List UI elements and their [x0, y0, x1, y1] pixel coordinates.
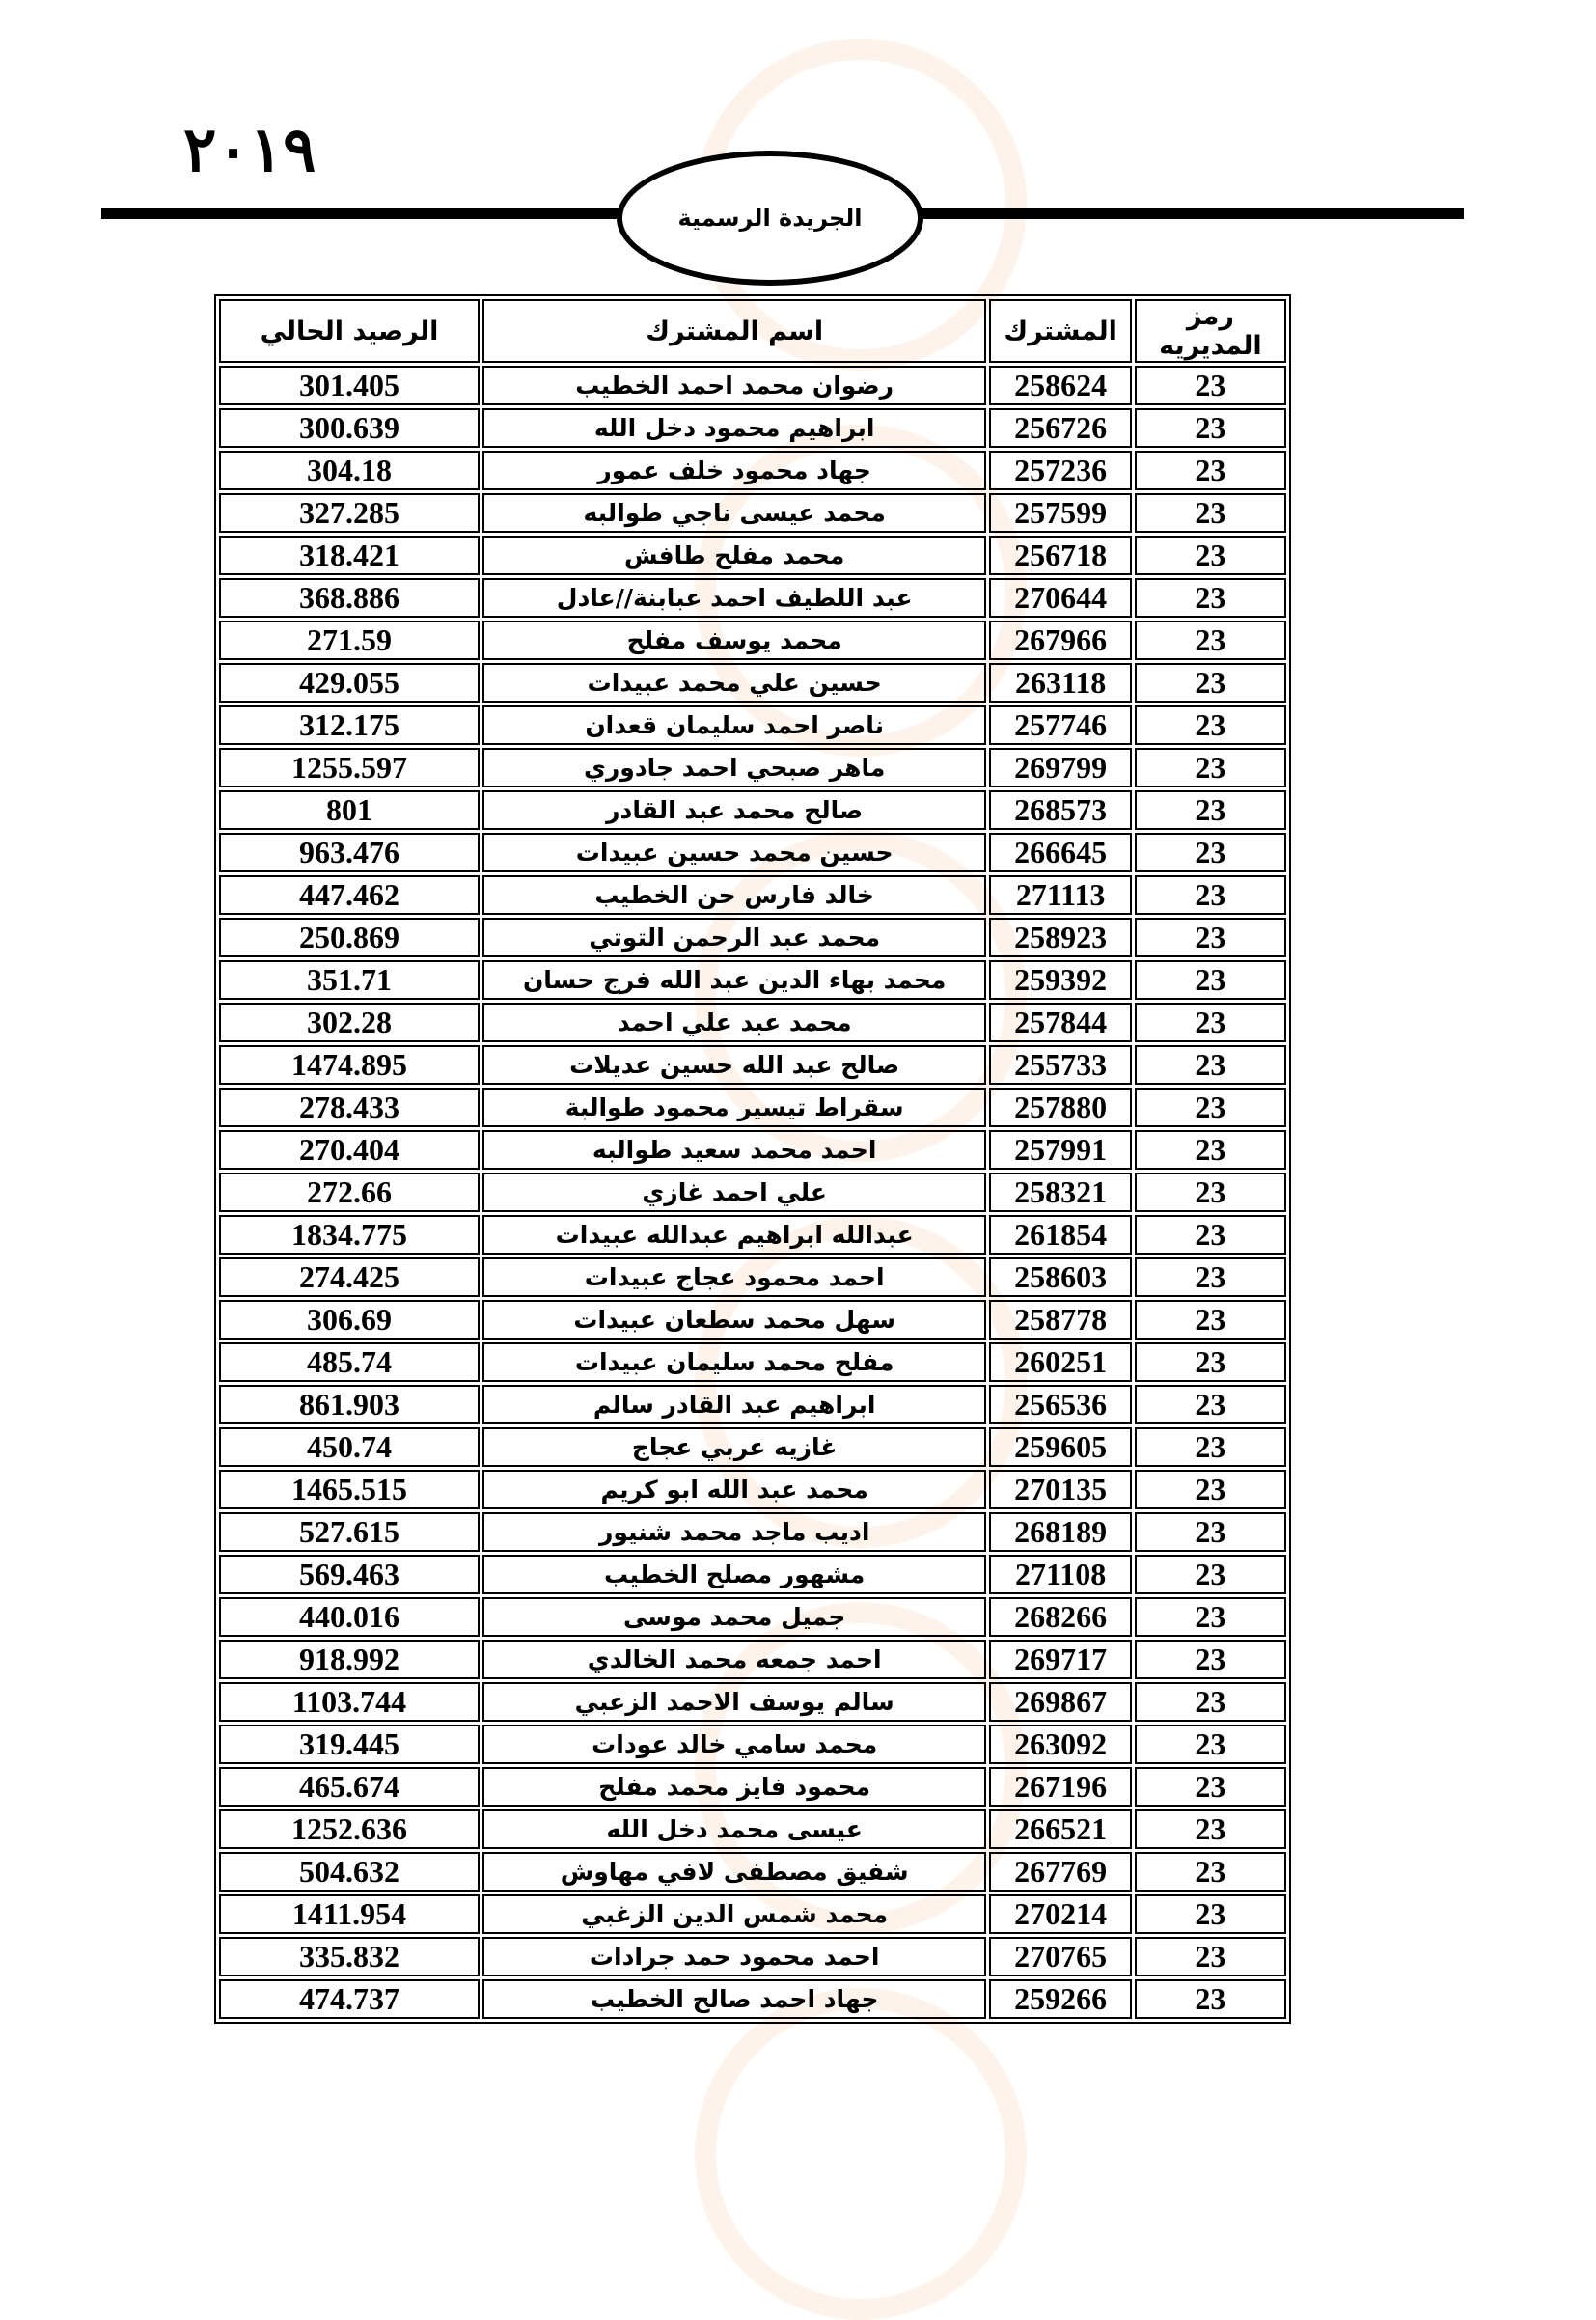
- current-balance: 301.405: [219, 366, 480, 405]
- subscriber-name: ماهر صبحي احمد جادوري: [482, 748, 986, 787]
- subscriber-number: 255733: [989, 1045, 1131, 1085]
- subscriber-number: 266521: [989, 1809, 1131, 1849]
- current-balance: 327.285: [219, 493, 480, 533]
- subscriber-name: سهل محمد سطعان عبيدات: [482, 1300, 986, 1340]
- current-balance: 861.903: [219, 1385, 480, 1424]
- subscriber-number: 267196: [989, 1767, 1131, 1807]
- subscriber-name: جهاد احمد صالح الخطيب: [482, 1979, 986, 2019]
- subscriber-name: عبدالله ابراهيم عبدالله عبيدات: [482, 1215, 986, 1255]
- table-row: [219, 705, 1286, 745]
- current-balance: 250.869: [219, 918, 480, 957]
- directorate-code: 23: [1135, 705, 1286, 745]
- subscriber-name: شفيق مصطفى لافي مهاوش: [482, 1852, 986, 1892]
- current-balance: 312.175: [219, 705, 480, 745]
- directorate-code: 23: [1135, 1045, 1286, 1085]
- year: ٢٠١٩: [183, 114, 316, 186]
- directorate-code: 23: [1135, 1470, 1286, 1509]
- current-balance: 465.674: [219, 1767, 480, 1807]
- subscriber-number: 258603: [989, 1257, 1131, 1297]
- directorate-code: 23: [1135, 1257, 1286, 1297]
- subscriber-number: 266645: [989, 833, 1131, 872]
- current-balance: 270.404: [219, 1130, 480, 1170]
- subscriber-name: عبد اللطيف احمد عبابنة//عادل: [482, 578, 986, 618]
- directorate-code: 23: [1135, 578, 1286, 618]
- subscriber-name: صالح عبد الله حسين عديلات: [482, 1045, 986, 1085]
- subscriber-number: 256726: [989, 408, 1131, 448]
- table-row: [219, 578, 1286, 618]
- subscriber-number: 263092: [989, 1725, 1131, 1764]
- current-balance: 569.463: [219, 1555, 480, 1594]
- subscriber-name: محمد عبد الرحمن التوتي: [482, 918, 986, 957]
- directorate-code: 23: [1135, 1427, 1286, 1467]
- subscriber-number: 271108: [989, 1555, 1131, 1594]
- subscriber-name: ناصر احمد سليمان قعدان: [482, 705, 986, 745]
- subscriber-name: احمد جمعه محمد الخالدي: [482, 1640, 986, 1679]
- table-row: [219, 536, 1286, 575]
- directorate-code: 23: [1135, 1342, 1286, 1382]
- subscriber-name: محمد بهاء الدين عبد الله فرج حسان: [482, 960, 986, 1000]
- publication-seal: [617, 151, 923, 286]
- table-row: [219, 1852, 1286, 1892]
- col-current-balance: الرصيد الحالي: [219, 299, 480, 363]
- subscriber-name: محمد سامي خالد عودات: [482, 1725, 986, 1764]
- subscriber-name: حسين علي محمد عبيدات: [482, 663, 986, 703]
- current-balance: 302.28: [219, 1003, 480, 1042]
- directorate-code: 23: [1135, 1597, 1286, 1637]
- table-row: [219, 1809, 1286, 1849]
- table-row: [219, 1342, 1286, 1382]
- subscriber-number: 256536: [989, 1385, 1131, 1424]
- subscriber-name: محمود فايز محمد مفلح: [482, 1767, 986, 1807]
- table-header-row: [219, 299, 1286, 363]
- current-balance: 368.886: [219, 578, 480, 618]
- table-row: [219, 1512, 1286, 1552]
- subscriber-name: احمد محمود حمد جرادات: [482, 1937, 986, 1976]
- subscriber-name: جميل محمد موسى: [482, 1597, 986, 1637]
- subscriber-number: 258321: [989, 1173, 1131, 1212]
- table-row: [219, 1640, 1286, 1679]
- table-row: [219, 1937, 1286, 1976]
- subscriber-name: صالح محمد عبد القادر: [482, 790, 986, 830]
- subscriber-number: 259266: [989, 1979, 1131, 2019]
- directorate-code: 23: [1135, 1173, 1286, 1212]
- current-balance: 1834.775: [219, 1215, 480, 1255]
- subscriber-name: حسين محمد حسين عبيدات: [482, 833, 986, 872]
- table-row: [219, 1003, 1286, 1042]
- current-balance: 1411.954: [219, 1894, 480, 1934]
- subscriber-number: 270765: [989, 1937, 1131, 1976]
- subscriber-name: سقراط تيسير محمود طوالبة: [482, 1088, 986, 1127]
- current-balance: 474.737: [219, 1979, 480, 2019]
- current-balance: 300.639: [219, 408, 480, 448]
- subscriber-name: غازيه عربي عجاج: [482, 1427, 986, 1467]
- subscriber-number: 258624: [989, 366, 1131, 405]
- table-row: [219, 918, 1286, 957]
- table-row: [219, 1725, 1286, 1764]
- directorate-code: 23: [1135, 1640, 1286, 1679]
- subscriber-number: 257599: [989, 493, 1131, 533]
- subscriber-name: ابراهيم محمود دخل الله: [482, 408, 986, 448]
- directorate-code: 23: [1135, 1555, 1286, 1594]
- current-balance: 351.71: [219, 960, 480, 1000]
- directorate-code: 23: [1135, 1682, 1286, 1722]
- current-balance: 447.462: [219, 875, 480, 915]
- current-balance: 485.74: [219, 1342, 480, 1382]
- subscriber-name: محمد عيسى ناجي طوالبه: [482, 493, 986, 533]
- table-row: [219, 1215, 1286, 1255]
- directorate-code: 23: [1135, 1003, 1286, 1042]
- directorate-code: 23: [1135, 1809, 1286, 1849]
- current-balance: 1255.597: [219, 748, 480, 787]
- current-balance: 319.445: [219, 1725, 480, 1764]
- table-row: [219, 1894, 1286, 1934]
- directorate-code: 23: [1135, 1979, 1286, 2019]
- current-balance: 1465.515: [219, 1470, 480, 1509]
- subscriber-number: 260251: [989, 1342, 1131, 1382]
- directorate-code: 23: [1135, 960, 1286, 1000]
- subscriber-name: محمد مفلح طافش: [482, 536, 986, 575]
- subscriber-name: رضوان محمد احمد الخطيب: [482, 366, 986, 405]
- directorate-code: 23: [1135, 1725, 1286, 1764]
- col-directorate-code: رمز المديريه: [1135, 299, 1286, 363]
- subscriber-name: مشهور مصلح الخطيب: [482, 1555, 986, 1594]
- current-balance: 271.59: [219, 621, 480, 660]
- subscriber-name: عيسى محمد دخل الله: [482, 1809, 986, 1849]
- subscriber-number: 269867: [989, 1682, 1131, 1722]
- current-balance: 306.69: [219, 1300, 480, 1340]
- directorate-code: 23: [1135, 833, 1286, 872]
- table-row: [219, 451, 1286, 490]
- table-row: [219, 408, 1286, 448]
- subscriber-number: 270644: [989, 578, 1131, 618]
- subscriber-number: 259605: [989, 1427, 1131, 1467]
- col-subscriber: المشترك: [989, 299, 1131, 363]
- current-balance: 335.832: [219, 1937, 480, 1976]
- directorate-code: 23: [1135, 621, 1286, 660]
- directorate-code: 23: [1135, 493, 1286, 533]
- table-row: [219, 833, 1286, 872]
- subscriber-number: 269717: [989, 1640, 1131, 1679]
- table-row: [219, 493, 1286, 533]
- subscriber-number: 267769: [989, 1852, 1131, 1892]
- current-balance: 1474.895: [219, 1045, 480, 1085]
- directorate-code: 23: [1135, 1767, 1286, 1807]
- table-row: [219, 621, 1286, 660]
- current-balance: 318.421: [219, 536, 480, 575]
- current-balance: 272.66: [219, 1173, 480, 1212]
- subscriber-number: 256718: [989, 536, 1131, 575]
- current-balance: 801: [219, 790, 480, 830]
- subscriber-name: احمد محمود عجاج عبيدات: [482, 1257, 986, 1297]
- subscriber-number: 257746: [989, 705, 1131, 745]
- subscriber-name: محمد عبد الله ابو كريم: [482, 1470, 986, 1509]
- current-balance: 304.18: [219, 451, 480, 490]
- subscriber-number: 257880: [989, 1088, 1131, 1127]
- subscriber-number: 271113: [989, 875, 1131, 915]
- subscriber-number: 268189: [989, 1512, 1131, 1552]
- directorate-code: 23: [1135, 1512, 1286, 1552]
- table-row: [219, 1385, 1286, 1424]
- current-balance: 918.992: [219, 1640, 480, 1679]
- directorate-code: 23: [1135, 451, 1286, 490]
- subscriber-name: محمد شمس الدين الزغبي: [482, 1894, 986, 1934]
- current-balance: 504.632: [219, 1852, 480, 1892]
- table-row: [219, 366, 1286, 405]
- table-row: [219, 663, 1286, 703]
- table-row: [219, 1173, 1286, 1212]
- col-subscriber-name: اسم المشترك: [482, 299, 986, 363]
- subscriber-number: 259392: [989, 960, 1131, 1000]
- subscriber-number: 267966: [989, 621, 1131, 660]
- table-row: [219, 1427, 1286, 1467]
- subscriber-name: محمد عبد علي احمد: [482, 1003, 986, 1042]
- table-row: [219, 1300, 1286, 1340]
- subscriber-number: 261854: [989, 1215, 1131, 1255]
- subscriber-name: مفلح محمد سليمان عبيدات: [482, 1342, 986, 1382]
- table-row: [219, 1470, 1286, 1509]
- subscriber-number: 270214: [989, 1894, 1131, 1934]
- table-row: [219, 748, 1286, 787]
- current-balance: 274.425: [219, 1257, 480, 1297]
- directorate-code: 23: [1135, 1130, 1286, 1170]
- directorate-code: 23: [1135, 1385, 1286, 1424]
- directorate-code: 23: [1135, 1894, 1286, 1934]
- current-balance: 1252.636: [219, 1809, 480, 1849]
- directorate-code: 23: [1135, 875, 1286, 915]
- table-row: [219, 1130, 1286, 1170]
- directorate-code: 23: [1135, 408, 1286, 448]
- directorate-code: 23: [1135, 1852, 1286, 1892]
- subscriber-name: محمد يوسف مفلح: [482, 621, 986, 660]
- subscriber-number: 258778: [989, 1300, 1131, 1340]
- directorate-code: 23: [1135, 748, 1286, 787]
- directorate-code: 23: [1135, 918, 1286, 957]
- subscriber-name: اديب ماجد محمد شنيور: [482, 1512, 986, 1552]
- table-row: [219, 790, 1286, 830]
- directorate-code: 23: [1135, 1937, 1286, 1976]
- subscriber-name: خالد فارس حن الخطيب: [482, 875, 986, 915]
- table-row: [219, 1979, 1286, 2019]
- table-row: [219, 875, 1286, 915]
- current-balance: 429.055: [219, 663, 480, 703]
- table-row: [219, 1257, 1286, 1297]
- current-balance: 1103.744: [219, 1682, 480, 1722]
- table-row: [219, 1682, 1286, 1722]
- watermark-clock: [695, 1988, 1027, 2320]
- directorate-code: 23: [1135, 663, 1286, 703]
- current-balance: 450.74: [219, 1427, 480, 1467]
- table-row: [219, 960, 1286, 1000]
- subscriber-number: 257236: [989, 451, 1131, 490]
- directorate-code: 23: [1135, 366, 1286, 405]
- subscriber-name: احمد محمد سعيد طوالبه: [482, 1130, 986, 1170]
- subscriber-number: 270135: [989, 1470, 1131, 1509]
- subscriber-name: جهاد محمود خلف عمور: [482, 451, 986, 490]
- directorate-code: 23: [1135, 1300, 1286, 1340]
- table-row: [219, 1767, 1286, 1807]
- subscriber-number: 263118: [989, 663, 1131, 703]
- subscriber-name: ابراهيم عبد القادر سالم: [482, 1385, 986, 1424]
- subscriber-number: 258923: [989, 918, 1131, 957]
- subscriber-number: 257991: [989, 1130, 1131, 1170]
- table-row: [219, 1088, 1286, 1127]
- directorate-code: 23: [1135, 1088, 1286, 1127]
- table-row: [219, 1555, 1286, 1594]
- subscriber-number: 257844: [989, 1003, 1131, 1042]
- subscriber-number: 268573: [989, 790, 1131, 830]
- subscriber-name: علي احمد غازي: [482, 1173, 986, 1212]
- subscriber-name: سالم يوسف الاحمد الزعبي: [482, 1682, 986, 1722]
- subscribers-table: [214, 294, 1291, 2024]
- directorate-code: 23: [1135, 790, 1286, 830]
- subscriber-number: 269799: [989, 748, 1131, 787]
- current-balance: 278.433: [219, 1088, 480, 1127]
- current-balance: 963.476: [219, 833, 480, 872]
- directorate-code: 23: [1135, 1215, 1286, 1255]
- table-row: [219, 1045, 1286, 1085]
- publication-title: الجريدة الرسمية: [677, 205, 863, 232]
- current-balance: 440.016: [219, 1597, 480, 1637]
- current-balance: 527.615: [219, 1512, 480, 1552]
- subscriber-number: 268266: [989, 1597, 1131, 1637]
- table-row: [219, 1597, 1286, 1637]
- directorate-code: 23: [1135, 536, 1286, 575]
